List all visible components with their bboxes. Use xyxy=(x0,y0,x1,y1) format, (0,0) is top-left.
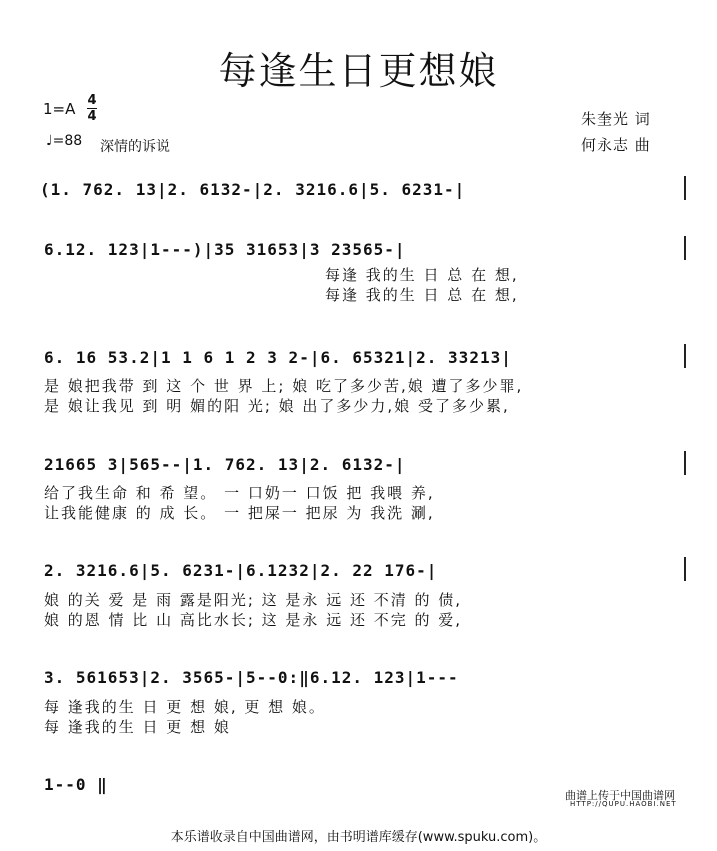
system-4-lyrics-verse-2: 让我能健康 的 成 长。 一 把屎一 把尿 为 我洗 涮, xyxy=(44,504,435,522)
system-5-lyrics-verse-2: 娘 的恩 情 比 山 高比水长; 这 是永 远 还 不完 的 爱, xyxy=(44,611,463,629)
tempo-marking: ♩=88 xyxy=(46,133,83,149)
system-5-lyrics-verse-1: 娘 的关 爱 是 雨 露是阳光; 这 是永 远 还 不清 的 债, xyxy=(44,591,463,609)
expression-marking: 深情的诉说 xyxy=(100,139,170,155)
system-1-notes: (1. 762. 13|2. 6132-|2. 3216.6|5. 6231-| xyxy=(40,180,466,199)
composer-credit: 何永志 曲 xyxy=(581,136,651,154)
system-3-lyrics-verse-2: 是 娘让我见 到 明 媚的阳 光; 娘 出了多少力,娘 受了多少累, xyxy=(44,397,510,415)
site-url: HTTP://QUPU.HAOBI.NET xyxy=(570,800,677,808)
page-title: 每逢生日更想娘 xyxy=(218,49,499,93)
time-sig-top: 4 xyxy=(87,93,97,108)
source-notice: 本乐谱收录自中国曲谱网，由书明谱库缓存(www.spuku.com)。 xyxy=(170,830,547,845)
system-5-end-bar xyxy=(684,557,686,581)
system-7-notes: 1--0 ‖ xyxy=(44,775,108,794)
site-name: 曲谱上传于中国曲谱网 xyxy=(565,789,675,802)
system-2-end-bar xyxy=(684,236,686,260)
key-signature: 1=A xyxy=(43,100,76,118)
system-1-end-bar xyxy=(684,176,686,200)
system-2-lyrics-verse-2: 每逢 我的生 日 总 在 想, xyxy=(325,286,519,304)
system-3-notes: 6. 16 53.2|1 1 6 1 2 3 2-|6. 65321|2. 33213| xyxy=(44,348,512,367)
system-6-lyrics-verse-2: 每 逢我的生 日 更 想 娘 xyxy=(44,718,231,736)
system-3-end-bar xyxy=(684,344,686,368)
system-6-notes: 3. 561653|2. 3565-|5--0:‖6.12. 123|1--- xyxy=(44,668,459,687)
system-4-notes: 21665 3|565--|1. 762. 13|2. 6132-| xyxy=(44,455,406,474)
time-sig-bottom: 4 xyxy=(87,109,97,124)
system-3-lyrics-verse-1: 是 娘把我带 到 这 个 世 界 上; 娘 吃了多少苦,娘 遭了多少罪, xyxy=(44,377,524,395)
lyricist-credit: 朱奎光 词 xyxy=(581,110,651,128)
system-6-lyrics-verse-1: 每 逢我的生 日 更 想 娘, 更 想 娘。 xyxy=(44,698,326,716)
time-signature xyxy=(87,94,97,123)
system-4-lyrics-verse-1: 给了我生命 和 希 望。 一 口奶一 口饭 把 我喂 养, xyxy=(44,484,435,502)
system-5-notes: 2. 3216.6|5. 6231-|6.1232|2. 22 176-| xyxy=(44,561,438,580)
system-2-notes: 6.12. 123|1---)|35 31653|3 23565-| xyxy=(44,240,406,259)
system-4-end-bar xyxy=(684,451,686,475)
system-2-lyrics-verse-1: 每逢 我的生 日 总 在 想, xyxy=(325,266,519,284)
